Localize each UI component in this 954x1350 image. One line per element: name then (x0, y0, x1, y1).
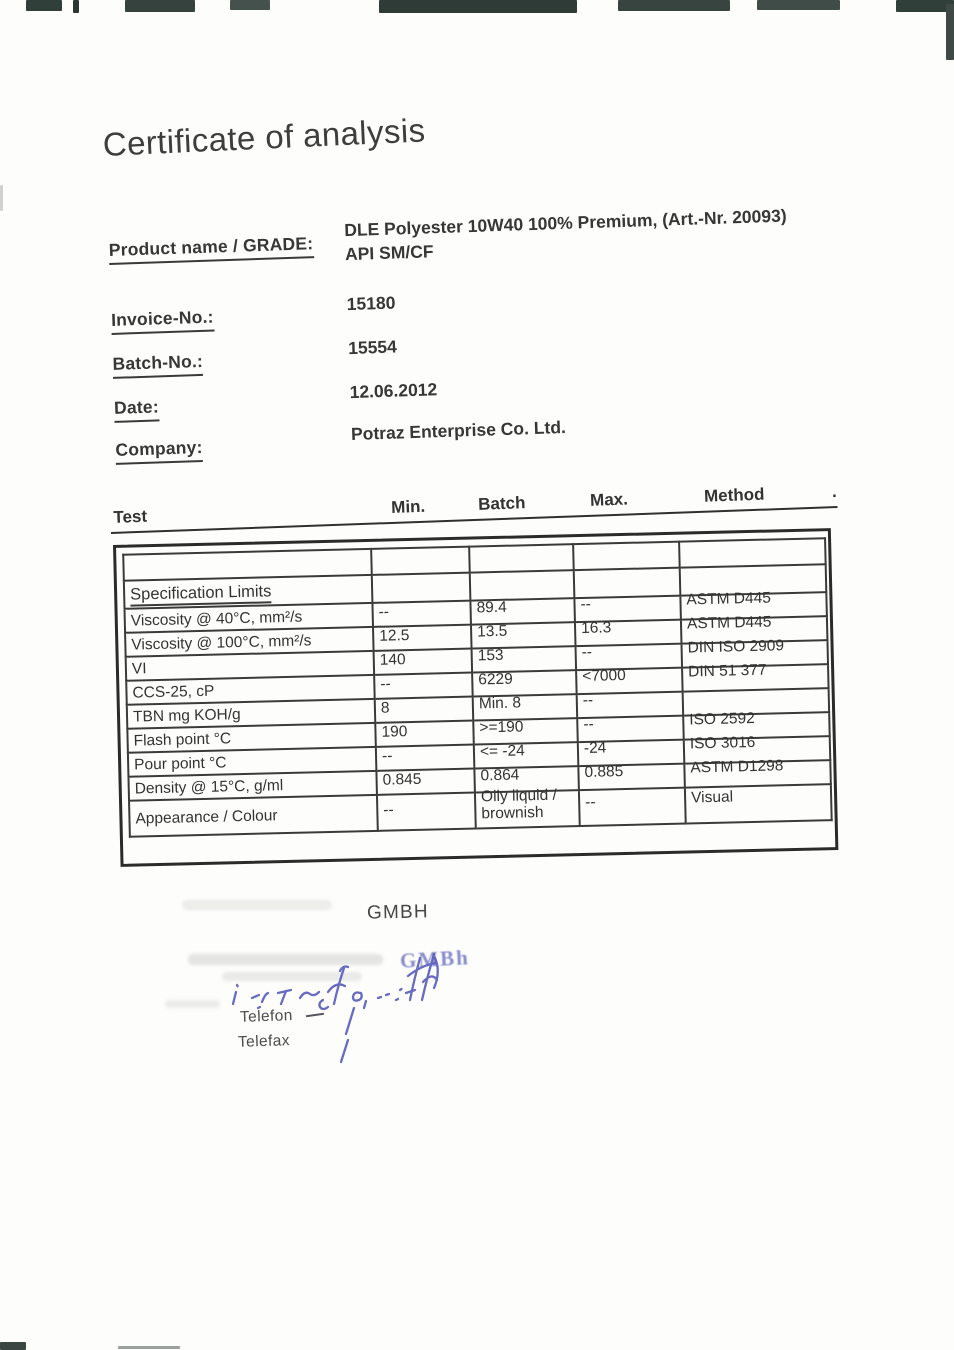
cell-method: ASTM D445 (686, 589, 772, 609)
header-trailing-dot: . (831, 482, 838, 502)
cell-max: 16.3 (580, 618, 612, 637)
cell-min: -- (380, 674, 391, 693)
scan-artifact (618, 0, 730, 11)
cell-test: Viscosity @ 40°C, mm²/s (130, 608, 303, 630)
cell-min: 190 (381, 722, 408, 741)
cell-batch: 89.4 (476, 598, 507, 616)
cell-test: VI (131, 659, 147, 678)
scan-artifact (0, 1342, 26, 1350)
cell-min: 0.845 (382, 770, 422, 789)
cell-max: 0.885 (584, 762, 624, 781)
header-method: Method (703, 484, 765, 506)
scan-artifact (230, 0, 270, 10)
scan-artifact (946, 4, 954, 60)
date-value: 12.06.2012 (349, 379, 438, 403)
scan-artifact (379, 0, 577, 13)
product-name-line1: DLE Polyester 10W40 100% Premium, (Art.-Nr. 20093) (343, 205, 787, 241)
cell-test: Flash point °C (133, 729, 232, 750)
cell-method: DIN ISO 2909 (687, 636, 785, 656)
scan-artifact (125, 0, 195, 12)
cell-test: TBN mg KOH/g (132, 705, 241, 726)
telefax-label: Telefax (237, 1032, 291, 1051)
cell-min: -- (383, 800, 394, 819)
spec-table (122, 537, 832, 838)
cell-batch: 153 (477, 646, 504, 664)
cell-batch: >=190 (479, 717, 524, 736)
header-test: Test (113, 506, 148, 527)
cell-max: -- (583, 715, 594, 733)
page-title: Certificate of analysis (102, 111, 427, 164)
company-label: Company: (115, 437, 203, 465)
cell-batch: 6229 (478, 670, 513, 688)
cell-test: Viscosity @ 100°C, mm²/s (131, 631, 312, 654)
product-name-label: Product name / GRADE: (108, 233, 313, 265)
cell-batch: <= -24 (479, 741, 525, 760)
cell-method: ASTM D445 (686, 613, 772, 632)
invoice-label: Invoice-No.: (111, 307, 214, 335)
batch-value: 15554 (347, 336, 398, 359)
cell-method: DIN 51 377 (687, 661, 767, 680)
cell-test: CCS-25, cP (132, 682, 215, 702)
cell-test: Appearance / Colour (135, 806, 278, 828)
company-suffix-text: GMBH (366, 901, 430, 924)
cell-max: <7000 (582, 666, 626, 685)
scan-artifact (757, 0, 840, 10)
company-value: Potraz Enterprise Co. Ltd. (350, 416, 567, 445)
scan-smudge (165, 1000, 220, 1008)
scan-artifact (73, 0, 79, 13)
invoice-value: 15180 (346, 292, 396, 315)
cell-min: 140 (379, 650, 406, 669)
date-label: Date: (114, 396, 160, 422)
product-name-value (344, 204, 788, 267)
cell-method: Visual (690, 787, 734, 806)
header-batch: Batch (477, 493, 526, 514)
section-label: Specification Limits (130, 582, 272, 606)
info-block (108, 201, 864, 491)
scan-smudge (182, 900, 332, 910)
cell-max: -- (584, 793, 596, 811)
cell-batch: 13.5 (476, 622, 508, 640)
spec-table-body (123, 538, 831, 836)
scan-artifact (118, 1346, 180, 1349)
cell-max: -- (582, 691, 594, 709)
scan-artifact (0, 185, 3, 211)
batch-label: Batch-No.: (112, 351, 203, 379)
cell-test: Density @ 15°C, g/ml (134, 776, 284, 798)
cell-min: -- (378, 603, 390, 621)
header-min: Min. (390, 496, 426, 517)
cell-max: -- (580, 595, 592, 613)
cell-test: Pour point °C (133, 753, 227, 774)
cell-method: ISO 2592 (689, 709, 755, 728)
cell-min: 8 (380, 699, 390, 717)
telefon-label: Telefon (239, 1007, 294, 1026)
cell-min: 12.5 (379, 626, 410, 645)
scan-artifact (26, 0, 62, 11)
spec-table-box (113, 528, 838, 867)
cell-method: ASTM D1298 (690, 756, 784, 776)
cell-method: ISO 3016 (689, 733, 756, 752)
cell-max: -- (581, 643, 593, 661)
product-name-line2: API SM/CF (344, 241, 434, 265)
stamp-text: GMBh (399, 945, 471, 973)
cell-batch: Oily liquid / brownish (480, 786, 558, 823)
header-max: Max. (589, 489, 629, 510)
cell-batch: Min. 8 (478, 693, 522, 712)
cell-min: -- (381, 746, 393, 765)
cell-batch: 0.864 (480, 765, 520, 784)
cell-max: -24 (583, 738, 607, 757)
